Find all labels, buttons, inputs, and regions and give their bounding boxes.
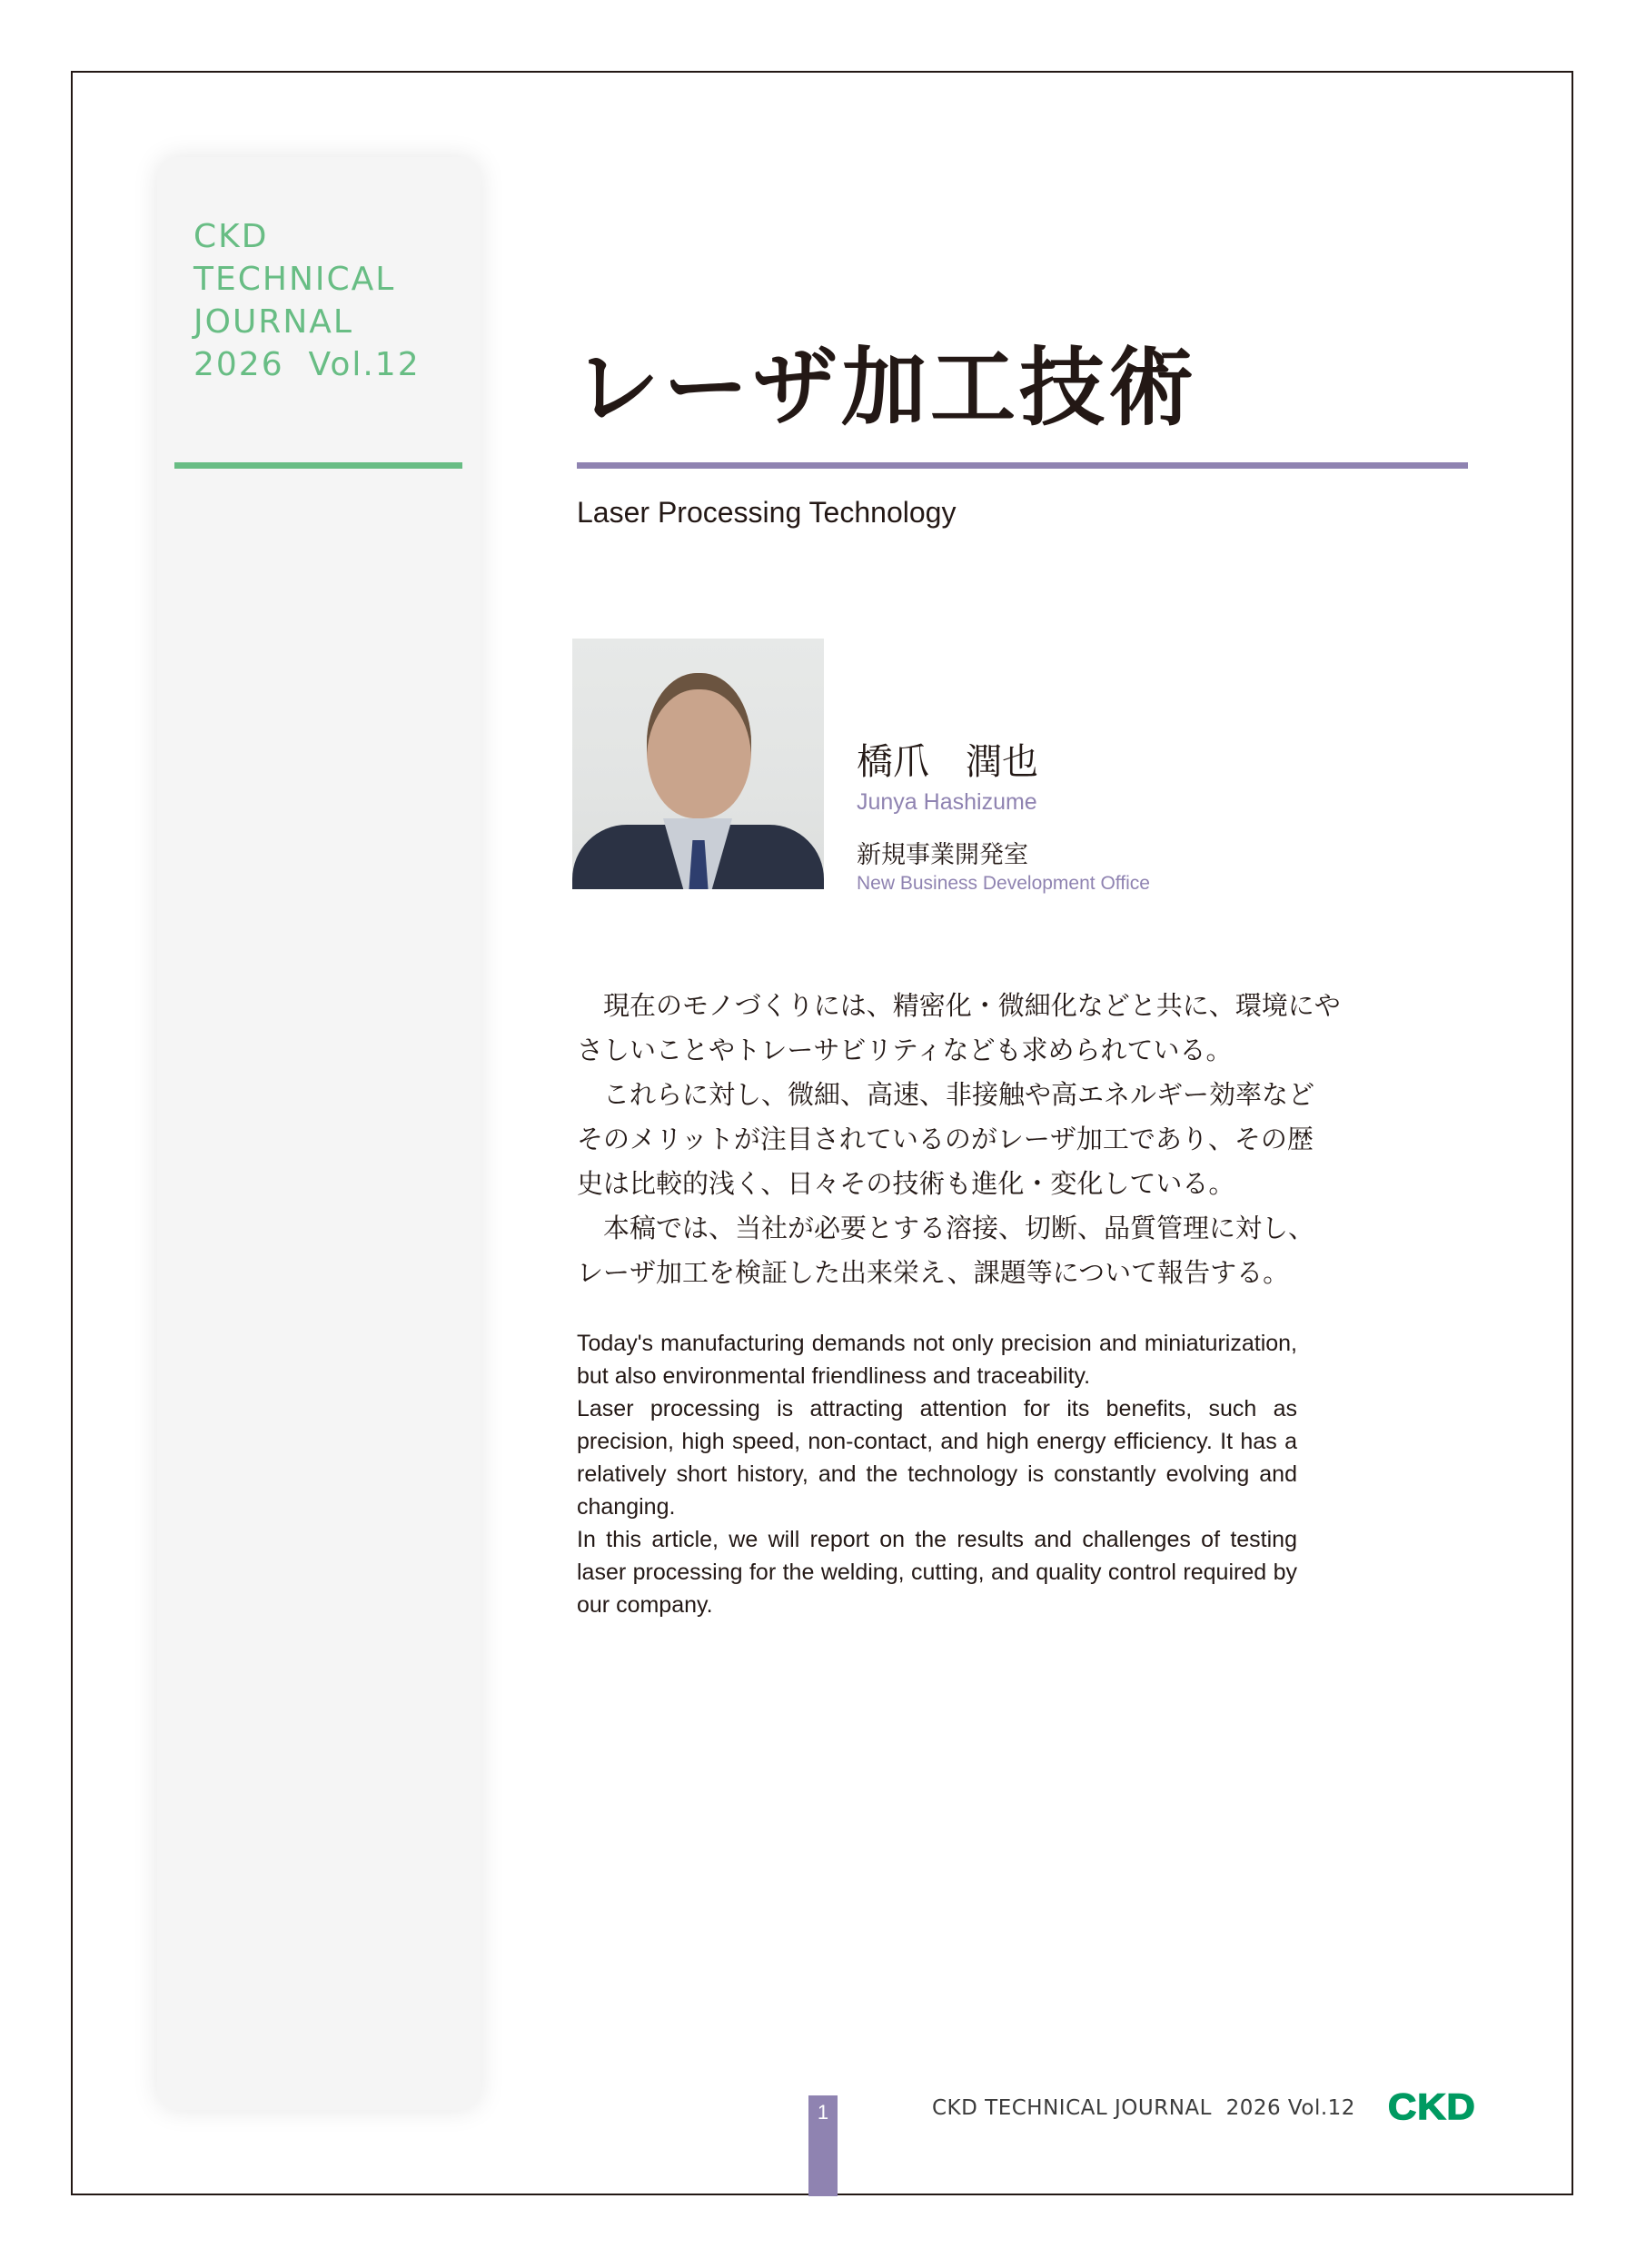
abstract-line: さしいことやトレーサビリティなども求められている。	[577, 1035, 1233, 1065]
page-number: 1	[808, 2095, 838, 2196]
author-department-ja: 新規事業開発室	[857, 841, 1028, 869]
author-department-en: New Business Development Office	[857, 873, 1150, 894]
abstract-japanese	[577, 984, 1341, 1295]
abstract-line: これらに対し、微細、高速、非接触や高エネルギー効率など	[577, 1079, 1315, 1110]
ckd-logo: CKD	[1388, 2087, 1476, 2127]
sidebar-divider	[174, 462, 462, 469]
journal-title-line: JOURNAL	[193, 303, 353, 341]
article-title: レーザ加工技術	[574, 338, 1198, 438]
footer-journal-name: CKD TECHNICAL JOURNAL 2026 Vol.12	[932, 2096, 1355, 2120]
abstract-line: 史は比較的浅く、日々その技術も進化・変化している。	[577, 1168, 1235, 1199]
abstract-line: レーザ加工を検証した出来栄え、課題等について報告する。	[577, 1257, 1290, 1288]
abstract-line: そのメリットが注目されているのがレーザ加工であり、その歴	[577, 1124, 1314, 1154]
author-name-ja: 橋爪 潤也	[857, 741, 1038, 783]
author-name-en: Junya Hashizume	[857, 789, 1037, 815]
journal-issue: 2026 Vol.12	[193, 346, 421, 383]
journal-title-line: TECHNICAL	[193, 261, 396, 298]
abstract-line: 現在のモノづくりには、精密化・微細化などと共に、環境にや	[577, 990, 1341, 1021]
journal-title-line: CKD	[193, 218, 269, 255]
abstract-english	[577, 1327, 1297, 1621]
abstract-paragraph: Today's manufacturing demands not only precision and miniaturization, but also environmental friendliness and traceability.	[577, 1331, 1297, 1389]
abstract-paragraph: In this article, we will report on the results and challenges of testing laser processing for the welding, cutting, and quality control required by our company.	[577, 1527, 1297, 1618]
abstract-line: 本稿では、当社が必要とする溶接、切断、品質管理に対し、	[577, 1213, 1315, 1243]
author-photo	[572, 639, 824, 889]
title-divider	[577, 462, 1468, 469]
photo-head	[647, 673, 751, 818]
abstract-paragraph: Laser processing is attracting attention for its benefits, such as precision, high speed, non-contact, and high energy efficiency. It has a relatively short history, and the technology is constantly evolving and changing.	[577, 1396, 1297, 1520]
journal-title	[193, 215, 421, 386]
sidebar	[157, 157, 481, 2110]
article-subtitle: Laser Processing Technology	[577, 496, 957, 529]
